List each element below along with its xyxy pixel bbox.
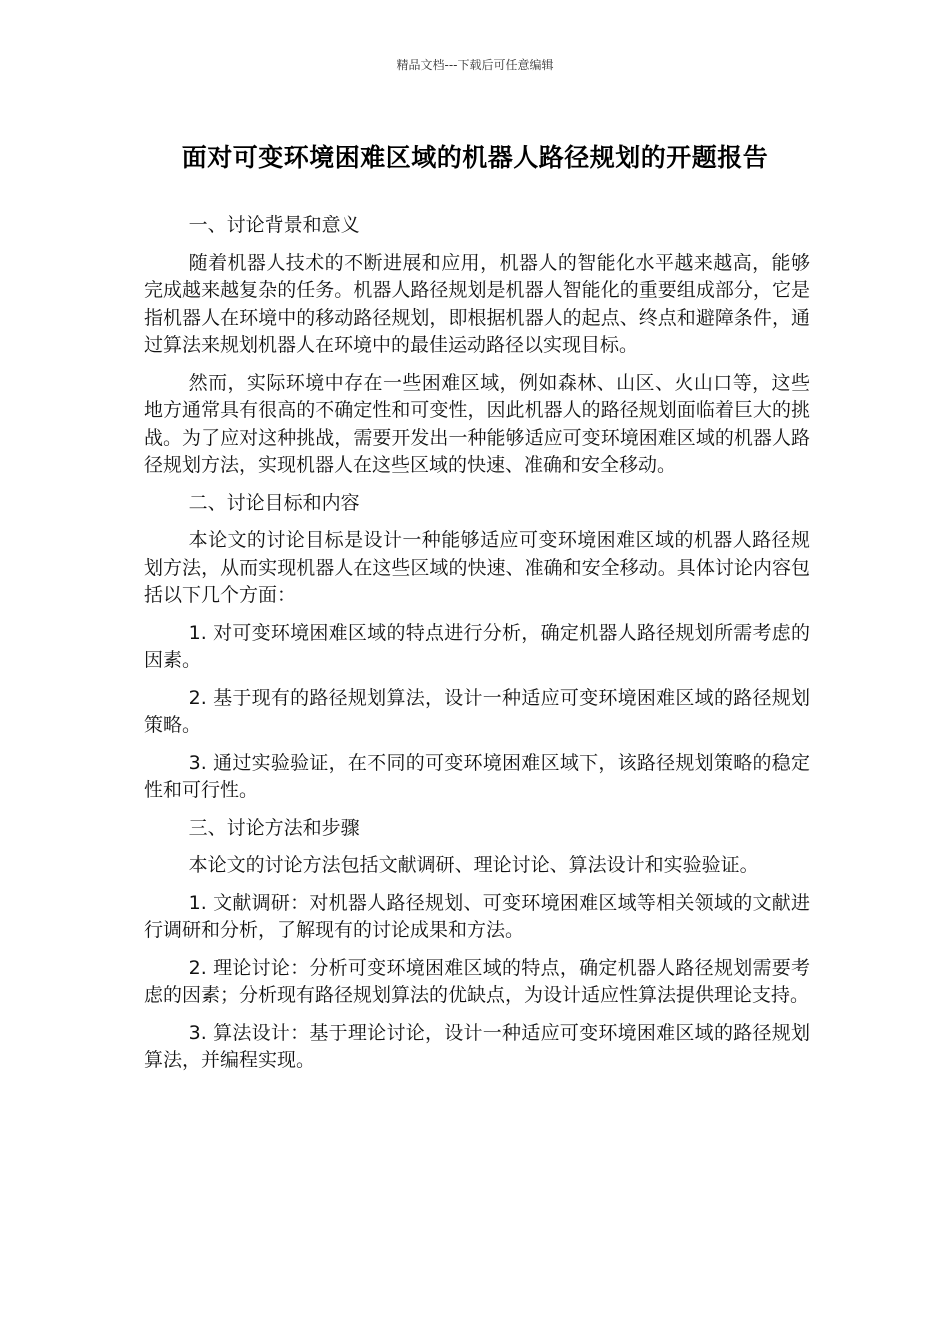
section-heading-background: 一、讨论背景和意义: [188, 214, 360, 236]
paragraph-background-2: 然而，实际环境中存在一些困难区域，例如森林、山区、火山口等，这些地方通常具有很高的不确定性和可变性，因此机器人的路径规划面临着巨大的挑战。为了应对这种挑战，需要开发出一种能够适应可变环境困难区域的机器人路径规划方法，实现机器人在这些区域的快速、准确和安全移动。: [144, 371, 810, 476]
section-heading-methods: 三、讨论方法和步骤: [188, 816, 360, 839]
paragraph-background-1: 随着机器人技术的不断进展和应用，机器人的智能化水平越来越高，能够完成越来越复杂的任务。机器人路径规划是机器人智能化的重要组成部分，它是指机器人在环境中的移动路径规划，即根据机器人的起点、终点和避障条件，通过算法来规划机器人在环境中的最佳运动路径以实现目标。: [144, 251, 810, 356]
list-item-goal-3: 3. 通过实验验证，在不同的可变环境困难区域下，该路径规划策略的稳定性和可行性。: [144, 751, 810, 801]
list-item-goal-1: 1. 对可变环境困难区域的特点进行分析，确定机器人路径规划所需考虑的因素。: [144, 621, 810, 671]
page-header-note: 精品文档---下载后可任意编辑: [396, 58, 554, 72]
list-item-method-1: 1. 文献调研：对机器人路径规划、可变环境困难区域等相关领域的文献进行调研和分析，了解现有的讨论成果和方法。: [144, 891, 810, 941]
section-heading-goals: 二、讨论目标和内容: [188, 491, 360, 514]
paragraph-methods-intro: 本论文的讨论方法包括文献调研、理论讨论、算法设计和实验验证。: [188, 854, 759, 876]
document-title: 面对可变环境困难区域的机器人路径规划的开题报告: [181, 143, 769, 172]
list-item-method-2: 2. 理论讨论：分析可变环境困难区域的特点，确定机器人路径规划需要考虑的因素；分析现有路径规划算法的优缺点，为设计适应性算法提供理论支持。: [144, 956, 810, 1006]
paragraph-goals-intro: 本论文的讨论目标是设计一种能够适应可变环境困难区域的机器人路径规划方法，从而实现机器人在这些区域的快速、准确和安全移动。具体讨论内容包括以下几个方面：: [144, 529, 810, 606]
list-item-method-3: 3. 算法设计：基于理论讨论，设计一种适应可变环境困难区域的路径规划算法，并编程实现。: [144, 1021, 810, 1071]
document-body: [144, 212, 810, 1085]
list-item-goal-2: 2. 基于现有的路径规划算法，设计一种适应可变环境困难区域的路径规划策略。: [144, 686, 810, 736]
